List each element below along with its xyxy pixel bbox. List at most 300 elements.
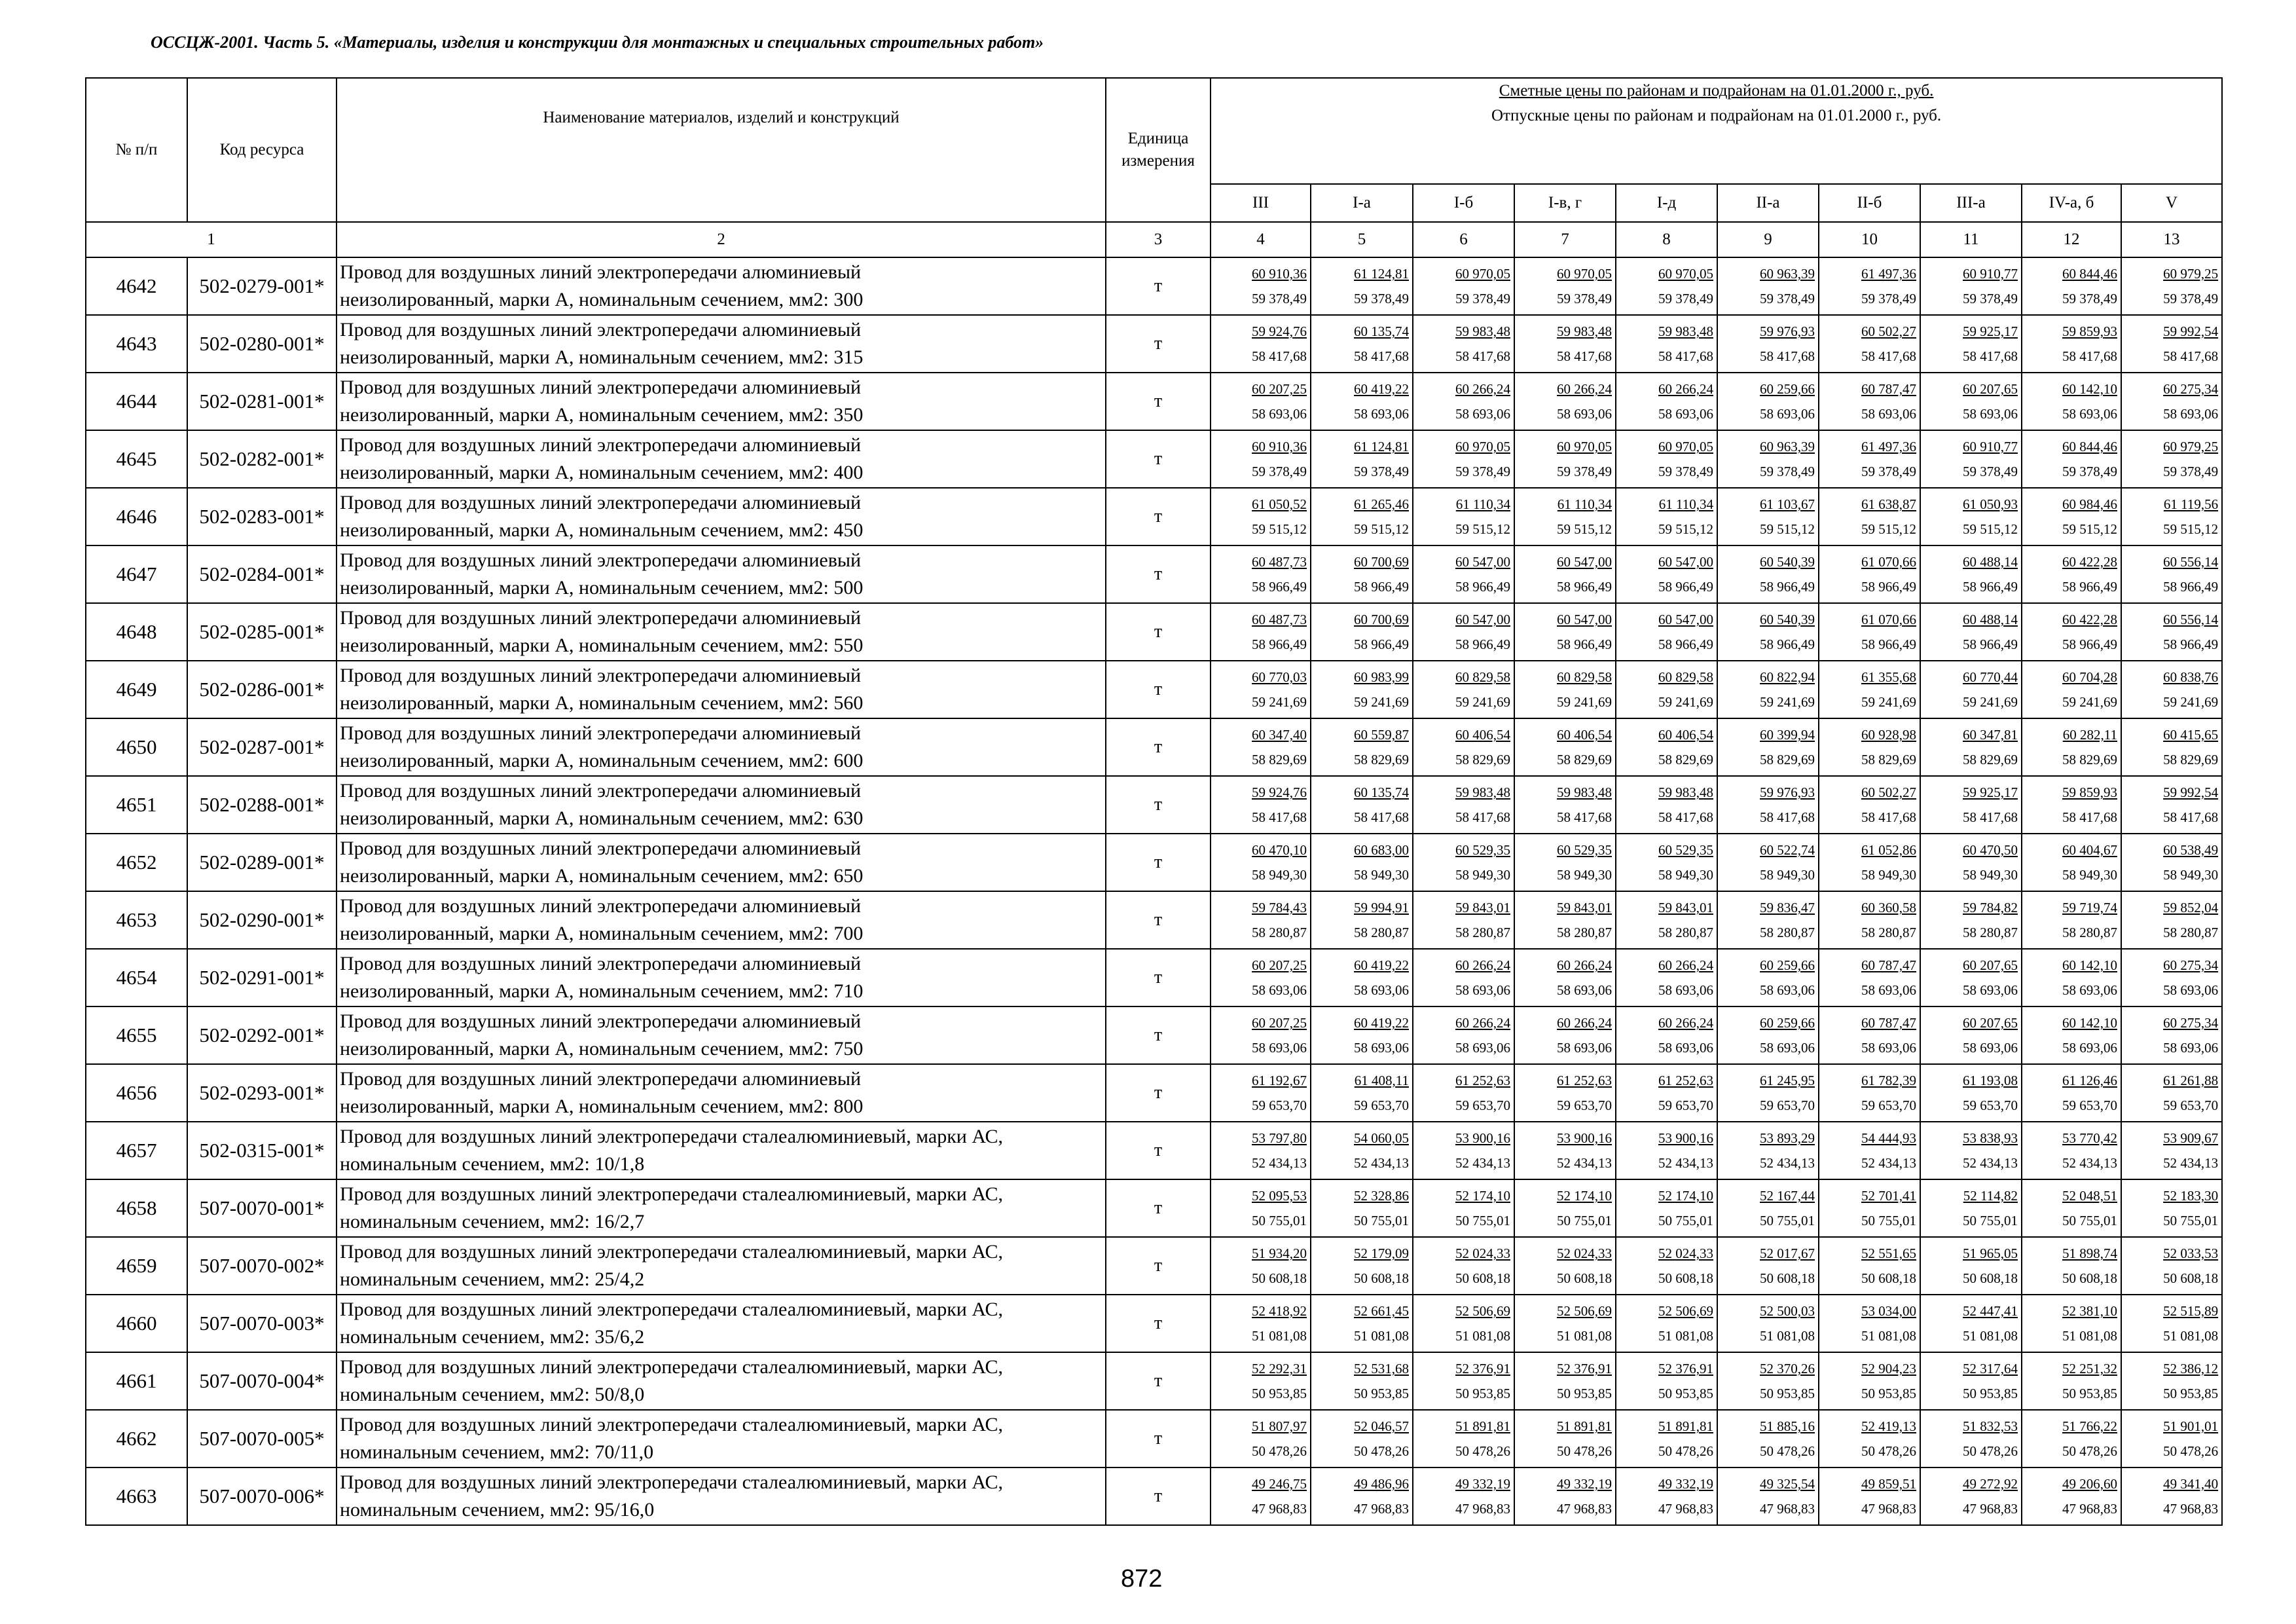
table-row: [86, 1295, 2222, 1352]
price-cell: [2022, 1122, 2121, 1179]
price-cell: [2121, 257, 2222, 315]
column-number-row: [86, 222, 2222, 257]
estimated-price: 51 807,97: [1252, 1418, 1307, 1434]
unit-of-measure: т: [1106, 1352, 1211, 1410]
price-cell: [2022, 488, 2121, 545]
release-price: 58 829,69: [1861, 752, 1916, 767]
price-cell: [1211, 430, 1311, 488]
release-price: 58 693,06: [1455, 1040, 1510, 1056]
header-num: № п/п: [86, 78, 187, 222]
resource-code: 502-0285-001*: [187, 603, 337, 661]
estimated-price: 59 784,43: [1252, 900, 1307, 915]
estimated-price: 60 556,14: [2163, 554, 2219, 570]
material-name-line: Провод для воздушных линий электропередачи сталеалюминиевый, марки АС,: [340, 1241, 1004, 1263]
price-cell: [1616, 891, 1717, 949]
release-price: 58 280,87: [1557, 925, 1612, 940]
price-cell: [1819, 1122, 1920, 1179]
material-name-line: номинальным сечением, мм2: 16/2,7: [340, 1211, 645, 1232]
price-cell: [1717, 257, 1819, 315]
release-price: 50 755,01: [2062, 1213, 2117, 1228]
material-name-line: неизолированный, марки А, номинальным сечением, мм2: 600: [340, 750, 864, 771]
price-cell: [1413, 1064, 1514, 1122]
estimated-price: 60 979,25: [2163, 266, 2219, 282]
release-price: 58 693,06: [1658, 406, 1713, 422]
release-price: 50 608,18: [1354, 1270, 1409, 1286]
estimated-price: 60 415,65: [2163, 727, 2219, 743]
row-number: 4652: [86, 834, 187, 891]
price-cell: [1211, 1467, 1311, 1525]
estimated-price: 53 900,16: [1658, 1130, 1713, 1146]
unit-of-measure: т: [1106, 315, 1211, 373]
price-cell: [1616, 949, 1717, 1006]
material-name: [337, 1295, 1106, 1352]
price-cell: [1514, 891, 1616, 949]
price-cell: [1616, 1179, 1717, 1237]
price-cell: [1211, 1064, 1311, 1122]
release-price: 51 081,08: [1963, 1328, 2018, 1344]
price-cell: [1920, 1179, 2022, 1237]
price-cell: [1311, 1295, 1413, 1352]
price-cell: [1311, 257, 1413, 315]
estimated-price: 49 332,19: [1557, 1476, 1612, 1492]
release-price: 58 417,68: [1252, 348, 1307, 364]
row-number: 4658: [86, 1179, 187, 1237]
release-price: 59 241,69: [1861, 694, 1916, 710]
release-price: 58 280,87: [1861, 925, 1916, 940]
estimated-price: 60 135,74: [1354, 784, 1409, 800]
release-price: 58 280,87: [2163, 925, 2219, 940]
price-cell: [1616, 1295, 1717, 1352]
material-name-line: номинальным сечением, мм2: 70/11,0: [340, 1441, 654, 1463]
estimated-price: 60 700,69: [1354, 554, 1409, 570]
material-name: [337, 1006, 1106, 1064]
estimated-price: 60 547,00: [1557, 554, 1612, 570]
estimated-price: 61 050,93: [1963, 496, 2018, 512]
estimated-price: 60 700,69: [1354, 612, 1409, 627]
estimated-price: 60 142,10: [2062, 381, 2117, 397]
price-cell: [1413, 1352, 1514, 1410]
estimated-price: 60 910,36: [1252, 266, 1307, 282]
price-cell: [1920, 1467, 2022, 1525]
estimated-price: 52 506,69: [1658, 1303, 1713, 1319]
material-name-line: неизолированный, марки А, номинальным сечением, мм2: 500: [340, 577, 864, 599]
price-cell: [1211, 834, 1311, 891]
release-price: 50 953,85: [1252, 1386, 1307, 1401]
release-price: 58 693,06: [1760, 1040, 1815, 1056]
price-cell: [1819, 718, 1920, 776]
price-cell: [2022, 949, 2121, 1006]
estimated-price: 59 994,91: [1354, 900, 1409, 915]
price-cell: [1413, 545, 1514, 603]
column-number: 12: [2022, 222, 2121, 257]
estimated-price: 53 900,16: [1455, 1130, 1510, 1146]
row-number: 4663: [86, 1467, 187, 1525]
release-price: 58 693,06: [1354, 406, 1409, 422]
price-cell: [2121, 430, 2222, 488]
release-price: 59 378,49: [1557, 291, 1612, 306]
release-price: 50 478,26: [1658, 1443, 1713, 1459]
price-cell: [2022, 1352, 2121, 1410]
estimated-price: 49 325,54: [1760, 1476, 1815, 1492]
release-price: 58 966,49: [1963, 637, 2018, 652]
estimated-price: 60 556,14: [2163, 612, 2219, 627]
region-header: I-а: [1311, 184, 1413, 222]
material-name: [337, 373, 1106, 430]
release-price: 59 378,49: [1760, 291, 1815, 306]
release-price: 50 478,26: [1760, 1443, 1815, 1459]
release-price: 47 968,83: [1760, 1501, 1815, 1517]
estimated-price: 61 126,46: [2062, 1073, 2117, 1088]
price-cell: [1920, 718, 2022, 776]
estimated-price: 53 838,93: [1963, 1130, 2018, 1146]
column-number: 3: [1106, 222, 1211, 257]
header-unit: Единица измерения: [1106, 78, 1211, 222]
release-price: 51 081,08: [2062, 1328, 2117, 1344]
estimated-price: 61 782,39: [1861, 1073, 1916, 1088]
release-price: 59 378,49: [1252, 464, 1307, 479]
estimated-price: 59 983,48: [1557, 784, 1612, 800]
release-price: 58 280,87: [1658, 925, 1713, 940]
price-cell: [1616, 488, 1717, 545]
resource-code: 507-0070-002*: [187, 1237, 337, 1295]
estimated-price: 52 024,33: [1658, 1246, 1713, 1261]
price-cell: [1920, 949, 2022, 1006]
estimated-price: 60 983,99: [1354, 669, 1409, 685]
price-cell: [1717, 545, 1819, 603]
price-cell: [1311, 834, 1413, 891]
release-price: 58 966,49: [1455, 579, 1510, 595]
release-price: 58 417,68: [2163, 348, 2219, 364]
price-cell: [1616, 430, 1717, 488]
material-name: [337, 1122, 1106, 1179]
estimated-price: 60 970,05: [1658, 439, 1713, 454]
release-price: 58 280,87: [1760, 925, 1815, 940]
release-price: 50 608,18: [2062, 1270, 2117, 1286]
estimated-price: 51 965,05: [1963, 1246, 2018, 1261]
price-cell: [2121, 1237, 2222, 1295]
price-cell: [1920, 1237, 2022, 1295]
estimated-price: 60 547,00: [1658, 554, 1713, 570]
estimated-price: 60 963,39: [1760, 266, 1815, 282]
release-price: 58 693,06: [1455, 406, 1510, 422]
release-price: 58 280,87: [1354, 925, 1409, 940]
price-cell: [1920, 834, 2022, 891]
price-cell: [1413, 1410, 1514, 1467]
price-cell: [1311, 891, 1413, 949]
column-number: 13: [2121, 222, 2222, 257]
price-cell: [1413, 1179, 1514, 1237]
row-number: 4648: [86, 603, 187, 661]
estimated-price: 52 370,26: [1760, 1361, 1815, 1376]
estimated-price: 60 207,25: [1252, 1015, 1307, 1031]
estimated-price: 60 470,10: [1252, 842, 1307, 858]
release-price: 59 378,49: [2163, 464, 2219, 479]
region-header: V: [2121, 184, 2222, 222]
row-number: 4643: [86, 315, 187, 373]
estimated-price: 60 347,40: [1252, 727, 1307, 743]
estimated-price: 60 487,73: [1252, 612, 1307, 627]
material-name-line: неизолированный, марки А, номинальным сечением, мм2: 300: [340, 289, 864, 310]
material-name-line: Провод для воздушных линий электропередачи сталеалюминиевый, марки АС,: [340, 1414, 1004, 1435]
resource-code: 502-0284-001*: [187, 545, 337, 603]
release-price: 52 434,13: [1963, 1155, 2018, 1171]
estimated-price: 60 207,25: [1252, 957, 1307, 973]
price-cell: [2022, 1006, 2121, 1064]
estimated-price: 60 984,46: [2062, 496, 2117, 512]
price-cell: [1920, 1295, 2022, 1352]
release-price: 52 434,13: [1658, 1155, 1713, 1171]
unit-of-measure: т: [1106, 545, 1211, 603]
estimated-price: 51 901,01: [2163, 1418, 2219, 1434]
estimated-price: 60 142,10: [2062, 1015, 2117, 1031]
estimated-price: 60 829,58: [1557, 669, 1612, 685]
table-row: [86, 430, 2222, 488]
price-cell: [1920, 545, 2022, 603]
price-cell: [1211, 315, 1311, 373]
estimated-price: 59 992,54: [2163, 784, 2219, 800]
material-name-line: неизолированный, марки А, номинальным сечением, мм2: 750: [340, 1038, 864, 1060]
release-price: 59 515,12: [1354, 521, 1409, 537]
release-price: 51 081,08: [1760, 1328, 1815, 1344]
price-cell: [1514, 488, 1616, 545]
estimated-price: 52 251,32: [2062, 1361, 2117, 1376]
release-price: 50 953,85: [1963, 1386, 2018, 1401]
release-price: 58 949,30: [1861, 867, 1916, 883]
release-price: 58 693,06: [1658, 982, 1713, 998]
material-name-line: Провод для воздушных линий электропередачи алюминиевый: [340, 895, 862, 917]
price-cell: [1819, 661, 1920, 718]
price-cell: [1514, 1410, 1616, 1467]
release-price: 47 968,83: [1658, 1501, 1713, 1517]
release-price: 58 693,06: [2062, 406, 2117, 422]
material-name-line: неизолированный, марки А, номинальным сечением, мм2: 350: [340, 404, 864, 426]
row-number: 4642: [86, 257, 187, 315]
estimated-price: 60 770,03: [1252, 669, 1307, 685]
estimated-price: 60 829,58: [1658, 669, 1713, 685]
release-price: 59 653,70: [2062, 1098, 2117, 1113]
row-number: 4651: [86, 776, 187, 834]
estimated-price: 60 142,10: [2062, 957, 2117, 973]
resource-code: 502-0280-001*: [187, 315, 337, 373]
price-cell: [1616, 718, 1717, 776]
price-cell: [2121, 1006, 2222, 1064]
estimated-price: 52 904,23: [1861, 1361, 1916, 1376]
release-price: 58 417,68: [2163, 809, 2219, 825]
material-name-line: неизолированный, марки А, номинальным сечением, мм2: 400: [340, 462, 864, 483]
table-row: [86, 1467, 2222, 1525]
estimated-price: 53 893,29: [1760, 1130, 1815, 1146]
price-cell: [1920, 373, 2022, 430]
estimated-price: 59 983,48: [1455, 323, 1510, 339]
release-price: 50 478,26: [1252, 1443, 1307, 1459]
price-cell: [1819, 545, 1920, 603]
price-cell: [1311, 545, 1413, 603]
material-name-line: неизолированный, марки А, номинальным сечением, мм2: 560: [340, 692, 864, 714]
region-header: I-б: [1413, 184, 1514, 222]
estimated-price: 59 983,48: [1455, 784, 1510, 800]
estimated-price: 49 859,51: [1861, 1476, 1916, 1492]
estimated-price: 60 970,05: [1455, 266, 1510, 282]
material-name: [337, 257, 1106, 315]
unit-of-measure: т: [1106, 1410, 1211, 1467]
material-name: [337, 488, 1106, 545]
estimated-price: 60 207,65: [1963, 381, 2018, 397]
material-name-line: неизолированный, марки А, номинальным сечением, мм2: 650: [340, 865, 864, 887]
price-cell: [1920, 603, 2022, 661]
price-cell: [1311, 315, 1413, 373]
release-price: 59 653,70: [2163, 1098, 2219, 1113]
unit-of-measure: т: [1106, 488, 1211, 545]
price-cell: [1311, 1467, 1413, 1525]
row-number: 4662: [86, 1410, 187, 1467]
estimated-price: 60 275,34: [2163, 381, 2219, 397]
release-price: 58 966,49: [1557, 637, 1612, 652]
price-cell: [1311, 1352, 1413, 1410]
estimated-price: 60 419,22: [1354, 957, 1409, 973]
row-number: 4649: [86, 661, 187, 718]
estimated-price: 59 992,54: [2163, 323, 2219, 339]
release-price: 50 608,18: [1963, 1270, 2018, 1286]
material-name: [337, 949, 1106, 1006]
price-cell: [1514, 1467, 1616, 1525]
price-cell: [1819, 315, 1920, 373]
resource-code: 502-0292-001*: [187, 1006, 337, 1064]
price-cell: [1514, 603, 1616, 661]
price-cell: [1616, 315, 1717, 373]
price-cell: [1819, 488, 1920, 545]
release-price: 58 693,06: [1252, 1040, 1307, 1056]
release-price: 47 968,83: [2163, 1501, 2219, 1517]
material-name-line: номинальным сечением, мм2: 95/16,0: [340, 1499, 655, 1521]
estimated-price: 52 292,31: [1252, 1361, 1307, 1376]
estimated-price: 59 784,82: [1963, 900, 2018, 915]
release-price: 58 417,68: [1760, 809, 1815, 825]
release-price: 58 693,06: [1354, 1040, 1409, 1056]
material-name-line: Провод для воздушных линий электропередачи сталеалюминиевый, марки АС,: [340, 1126, 1004, 1147]
price-cell: [1616, 373, 1717, 430]
release-price: 50 608,18: [1455, 1270, 1510, 1286]
header-name: Наименование материалов, изделий и конструкций: [337, 78, 1106, 222]
material-name-line: Провод для воздушных линий электропередачи алюминиевый: [340, 261, 862, 283]
estimated-price: 60 406,54: [1658, 727, 1713, 743]
release-price: 59 515,12: [1861, 521, 1916, 537]
price-cell: [1413, 834, 1514, 891]
price-cell: [1211, 718, 1311, 776]
release-price: 58 829,69: [1252, 752, 1307, 767]
price-cell: [1514, 257, 1616, 315]
estimated-price: 59 925,17: [1963, 784, 2018, 800]
material-name-line: неизолированный, марки А, номинальным сечением, мм2: 700: [340, 923, 864, 944]
release-price: 51 081,08: [2163, 1328, 2219, 1344]
release-price: 58 966,49: [1455, 637, 1510, 652]
estimated-price: 60 822,94: [1760, 669, 1815, 685]
release-price: 59 515,12: [1963, 521, 2018, 537]
release-price: 59 378,49: [2163, 291, 2219, 306]
estimated-price: 60 419,22: [1354, 381, 1409, 397]
estimated-price: 60 422,28: [2062, 612, 2117, 627]
row-number: 4660: [86, 1295, 187, 1352]
price-cell: [2022, 661, 2121, 718]
estimated-price: 59 924,76: [1252, 784, 1307, 800]
price-cell: [1413, 257, 1514, 315]
release-price: 59 241,69: [1658, 694, 1713, 710]
price-cell: [1717, 1352, 1819, 1410]
price-cell: [1413, 488, 1514, 545]
release-price: 50 755,01: [2163, 1213, 2219, 1228]
price-cell: [1717, 834, 1819, 891]
release-price: 50 608,18: [1557, 1270, 1612, 1286]
release-price: 58 949,30: [1963, 867, 2018, 883]
resource-code: 507-0070-003*: [187, 1295, 337, 1352]
estimated-price: 60 135,74: [1354, 323, 1409, 339]
price-cell: [2121, 949, 2222, 1006]
price-cell: [2121, 1352, 2222, 1410]
release-price: 58 417,68: [2062, 809, 2117, 825]
estimated-price: 52 500,03: [1760, 1303, 1815, 1319]
unit-of-measure: т: [1106, 661, 1211, 718]
unit-of-measure: т: [1106, 373, 1211, 430]
material-name-line: Провод для воздушных линий электропередачи алюминиевый: [340, 377, 862, 398]
resource-code: 502-0291-001*: [187, 949, 337, 1006]
release-price: 50 478,26: [2163, 1443, 2219, 1459]
estimated-price: 59 852,04: [2163, 900, 2219, 915]
release-price: 58 417,68: [1963, 809, 2018, 825]
estimated-price: 52 661,45: [1354, 1303, 1409, 1319]
price-cell: [1311, 776, 1413, 834]
estimated-price: 60 970,05: [1557, 266, 1612, 282]
price-cell: [1717, 718, 1819, 776]
estimated-price: 52 179,09: [1354, 1246, 1409, 1261]
release-price: 58 966,49: [2062, 579, 2117, 595]
resource-code: 502-0290-001*: [187, 891, 337, 949]
material-name: [337, 1352, 1106, 1410]
price-cell: [2121, 661, 2222, 718]
estimated-price: 60 547,00: [1658, 612, 1713, 627]
row-number: 4657: [86, 1122, 187, 1179]
price-cell: [1514, 661, 1616, 718]
price-cell: [1819, 1352, 1920, 1410]
resource-code: 502-0289-001*: [187, 834, 337, 891]
price-cell: [1717, 661, 1819, 718]
price-cell: [1920, 488, 2022, 545]
release-price: 50 755,01: [1252, 1213, 1307, 1228]
release-price: 59 653,70: [1455, 1098, 1510, 1113]
estimated-price: 59 843,01: [1557, 900, 1612, 915]
estimated-price: 49 341,40: [2163, 1476, 2219, 1492]
estimated-price: 60 259,66: [1760, 957, 1815, 973]
estimated-price: 61 497,36: [1861, 439, 1916, 454]
estimated-price: 52 048,51: [2062, 1188, 2117, 1204]
price-cell: [1211, 488, 1311, 545]
release-price: 58 417,68: [1658, 809, 1713, 825]
release-price: 58 693,06: [1861, 1040, 1916, 1056]
estimated-price: 52 174,10: [1658, 1188, 1713, 1204]
estimated-price: 60 540,39: [1760, 554, 1815, 570]
estimated-price: 61 638,87: [1861, 496, 1916, 512]
release-price: 58 693,06: [1252, 406, 1307, 422]
row-number: 4653: [86, 891, 187, 949]
price-cell: [1311, 430, 1413, 488]
estimated-price: 49 486,96: [1354, 1476, 1409, 1492]
price-cell: [1413, 949, 1514, 1006]
price-cell: [1514, 1064, 1616, 1122]
release-price: 50 478,26: [1354, 1443, 1409, 1459]
release-price: 50 953,85: [1861, 1386, 1916, 1401]
estimated-price: 60 502,27: [1861, 784, 1916, 800]
release-price: 58 693,06: [1557, 982, 1612, 998]
price-cell: [1717, 1295, 1819, 1352]
material-name-line: неизолированный, марки А, номинальным сечением, мм2: 450: [340, 519, 864, 541]
